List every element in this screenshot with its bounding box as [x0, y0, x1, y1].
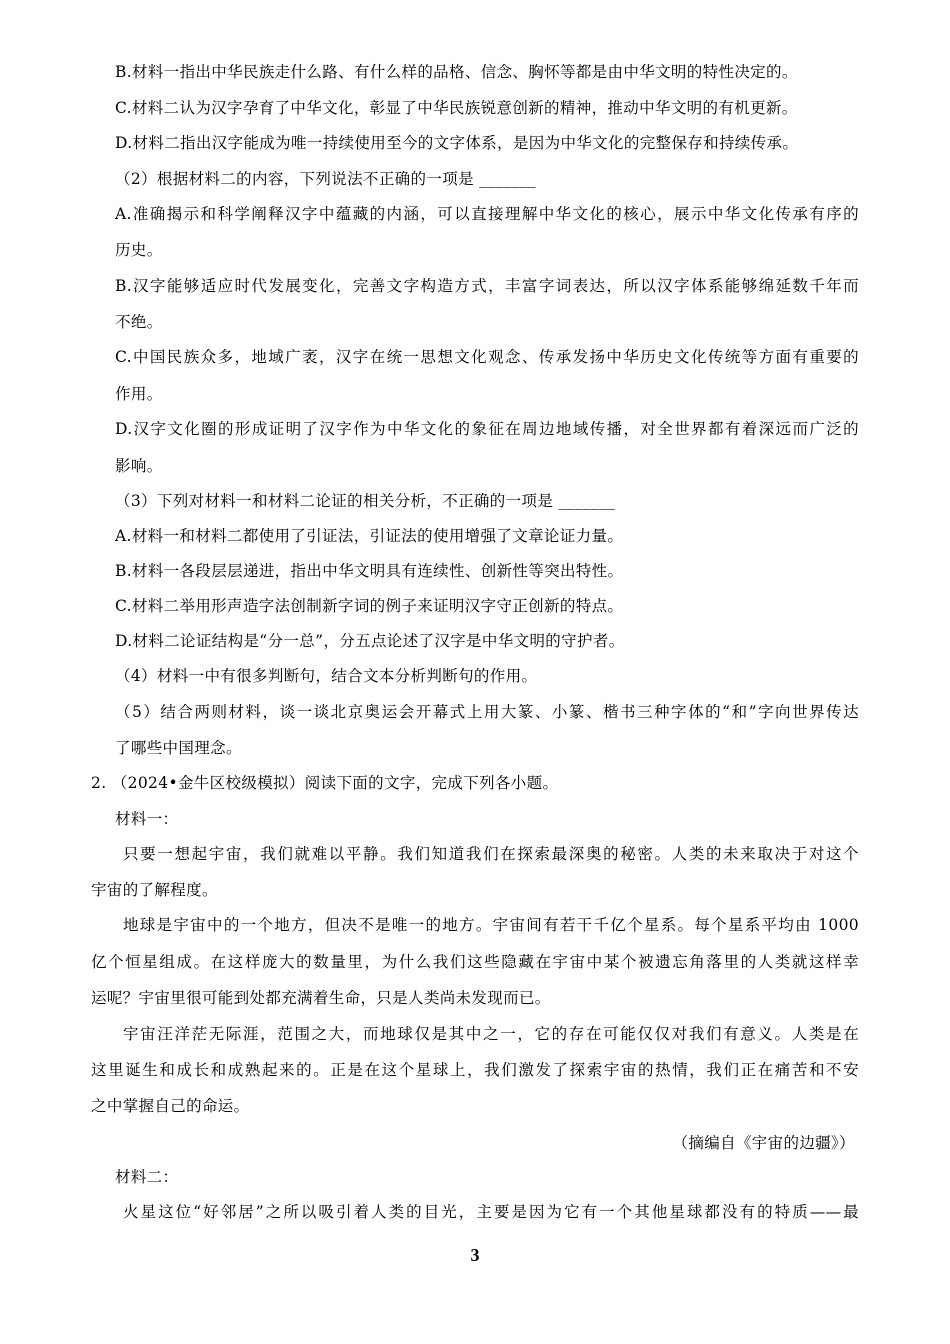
subquestion-5-stem-line1: （5）结合两则材料，谈一谈北京奥运会开幕式上用大篆、小篆、楷书三种字体的“和”字向世界传达 [115, 703, 859, 721]
material-1-paragraph-2-line2: 亿个恒星组成。在这样庞大的数量里，为什么我们这些隐藏在宇宙中某个被遗忘角落里的人类就这样幸 [91, 953, 859, 971]
material-1-paragraph-2-line3: 运呢？宇宙里很可能到处都充满着生命，只是人类尚未发现而已。 [91, 989, 551, 1007]
subquestion-2-option-d-line2: 影响。 [115, 457, 163, 475]
subquestion-3-option-c: C.材料二举用形声造字法创制新字词的例子来证明汉字守正创新的特点。 [115, 597, 624, 615]
subquestion-2-stem: （2）根据材料二的内容，下列说法不正确的一项是 _______ [115, 170, 536, 188]
subquestion-3-option-b: B.材料一各段层层递进，指出中华文明具有连续性、创新性等突出特性。 [115, 562, 624, 580]
problem-2-header: 2. （2024•金牛区校级模拟）阅读下面的文字，完成下列各小题。 [91, 774, 559, 792]
material-1-paragraph-3-line2: 这里诞生和成长和成熟起来的。正是在这个星球上，我们激发了探索宇宙的热情，我们正在痛苦和不安 [91, 1061, 859, 1079]
material-1-paragraph-1-line1: 只要一想起宇宙，我们就难以平静。我们知道我们在探索最深奥的秘密。人类的未来取决于对这个 [123, 845, 859, 863]
question1-option-c: C.材料二认为汉字孕育了中华文化，彰显了中华民族锐意创新的精神，推动中华文明的有机更新。 [115, 99, 798, 117]
material-1-paragraph-3-line3: 之中掌握自己的命运。 [91, 1097, 250, 1115]
material-1-paragraph-2-line1: 地球是宇宙中的一个地方，但决不是唯一的地方。宇宙间有若干千亿个星系。每个星系平均由 1000 [123, 916, 859, 934]
subquestion-3-option-a: A.材料一和材料二都使用了引证法，引证法的使用增强了文章论证力量。 [115, 527, 624, 545]
page-number: 3 [470, 1245, 480, 1265]
subquestion-2-option-a-line2: 历史。 [115, 241, 163, 259]
subquestion-3-stem: （3）下列对材料一和材料二论证的相关分析，不正确的一项是 _______ [115, 492, 616, 510]
subquestion-2-option-a-line1: A.准确揭示和科学阐释汉字中蕴藏的内涵，可以直接理解中华文化的核心，展示中华文化传承有序的 [115, 205, 859, 223]
material-1-paragraph-3-line1: 宇宙汪洋茫无际涯，范围之大，而地球仅是其中之一，它的存在可能仅仅对我们有意义。人类是在 [123, 1025, 859, 1043]
question1-option-d: D.材料二指出汉字能成为唯一持续使用至今的文字体系，是因为中华文化的完整保存和持续传承。 [115, 134, 799, 152]
subquestion-4-stem: （4）材料一中有很多判断句，结合文本分析判断句的作用。 [115, 667, 538, 685]
material-1-label: 材料一： [115, 810, 179, 828]
subquestion-2-option-c-line2: 作用。 [115, 385, 163, 403]
subquestion-2-option-c-line1: C.中国民族众多，地域广袤，汉字在统一思想文化观念、传承发扬中华历史文化传统等方面有重要的 [115, 348, 859, 366]
subquestion-2-option-d-line1: D.汉字文化圈的形成证明了汉字作为中华文化的象征在周边地域传播，对全世界都有着深远而广泛的 [115, 420, 859, 438]
subquestion-2-option-b-line2: 不绝。 [115, 313, 163, 331]
material-1-paragraph-1-line2: 宇宙的了解程度。 [91, 881, 218, 899]
subquestion-3-option-d: D.材料二论证结构是“分一总”，分五点论述了汉字是中华文明的守护者。 [115, 632, 625, 650]
subquestion-2-option-b-line1: B.汉字能够适应时代发展变化，完善文字构造方式，丰富字词表达，所以汉字体系能够绵延数千年而 [115, 277, 859, 295]
subquestion-5-stem-line2: 了哪些中国理念。 [115, 739, 242, 757]
material-2-paragraph-1-line1: 火星这位“好邻居”之所以吸引着人类的目光，主要是因为它有一个其他星球都没有的特质——最 [123, 1203, 859, 1221]
material-2-label: 材料二： [115, 1168, 179, 1186]
question1-option-b: B.材料一指出中华民族走什么路、有什么样的品格、信念、胸怀等都是由中华文明的特性决定的。 [115, 63, 798, 81]
material-1-source: （摘编自《宇宙的边疆》） [672, 1134, 855, 1152]
